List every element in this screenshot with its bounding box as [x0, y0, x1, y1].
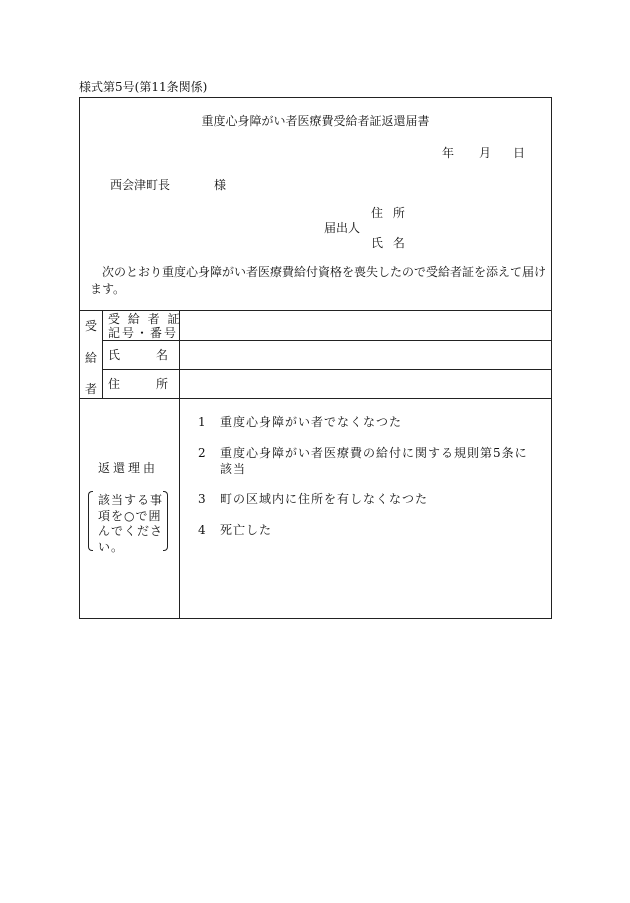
return-reason-title: 返還理由: [98, 461, 159, 475]
form-number-label: 様式第5号(第11条関係): [79, 80, 208, 94]
reason-number: 1: [198, 415, 207, 429]
recipient-vertical-char-1: 受: [84, 319, 97, 333]
reason-text-continued: 該当: [220, 462, 247, 476]
left-bracket: [88, 491, 93, 551]
reason-number: 2: [198, 446, 207, 460]
certificate-label-line1: 受 給 者 証: [108, 312, 182, 326]
instruction-text: 該当する事項を○で囲んでください。: [98, 493, 164, 554]
label-column-divider: [179, 310, 180, 618]
reason-text: 重度心身障がい者医療費の給付に関する規則第5条に: [220, 446, 528, 460]
form-frame: [79, 97, 552, 619]
reason-text: 死亡した: [220, 523, 273, 537]
certificate-label-line2: 記号・番号: [108, 326, 179, 340]
declaration-text: 次のとおり重度心身障がい者医療費給付資格を喪失したので受給者証を添えて届けます。: [90, 265, 547, 296]
row-divider-2: [102, 369, 551, 370]
applicant-group-label: 届出人: [324, 221, 361, 235]
addressee: 西会津町長: [110, 178, 171, 192]
recipient-name-label: 氏 名: [108, 348, 169, 362]
recipient-address-label: 住 所: [108, 377, 169, 391]
reason-number: 4: [198, 523, 207, 537]
vertical-label-divider: [102, 310, 103, 398]
date-month-label: 月: [479, 146, 492, 160]
reason-text: 重度心身障がい者でなくなつた: [220, 415, 403, 429]
applicant-name-label: 氏 名: [371, 236, 408, 250]
section-divider-bottom: [80, 398, 551, 399]
reason-text: 町の区域内に住所を有しなくなつた: [220, 492, 429, 506]
date-year-label: 年: [442, 146, 455, 160]
instruction-bracket: [88, 491, 168, 554]
row-divider-1: [102, 340, 551, 341]
reason-item-2[interactable]: [198, 445, 548, 477]
recipient-vertical-char-3: 者: [84, 382, 97, 396]
honorific: 様: [214, 178, 227, 192]
reason-item-4[interactable]: [198, 522, 548, 538]
date-day-label: 日: [513, 146, 526, 160]
reason-item-3[interactable]: [198, 491, 548, 507]
reason-item-1[interactable]: [198, 414, 548, 430]
section-divider-top: [80, 310, 551, 311]
form-title: 重度心身障がい者医療費受給者証返還届書: [201, 114, 430, 128]
reason-number: 3: [198, 492, 207, 506]
recipient-vertical-char-2: 給: [84, 351, 97, 365]
applicant-address-label: 住 所: [371, 206, 408, 220]
